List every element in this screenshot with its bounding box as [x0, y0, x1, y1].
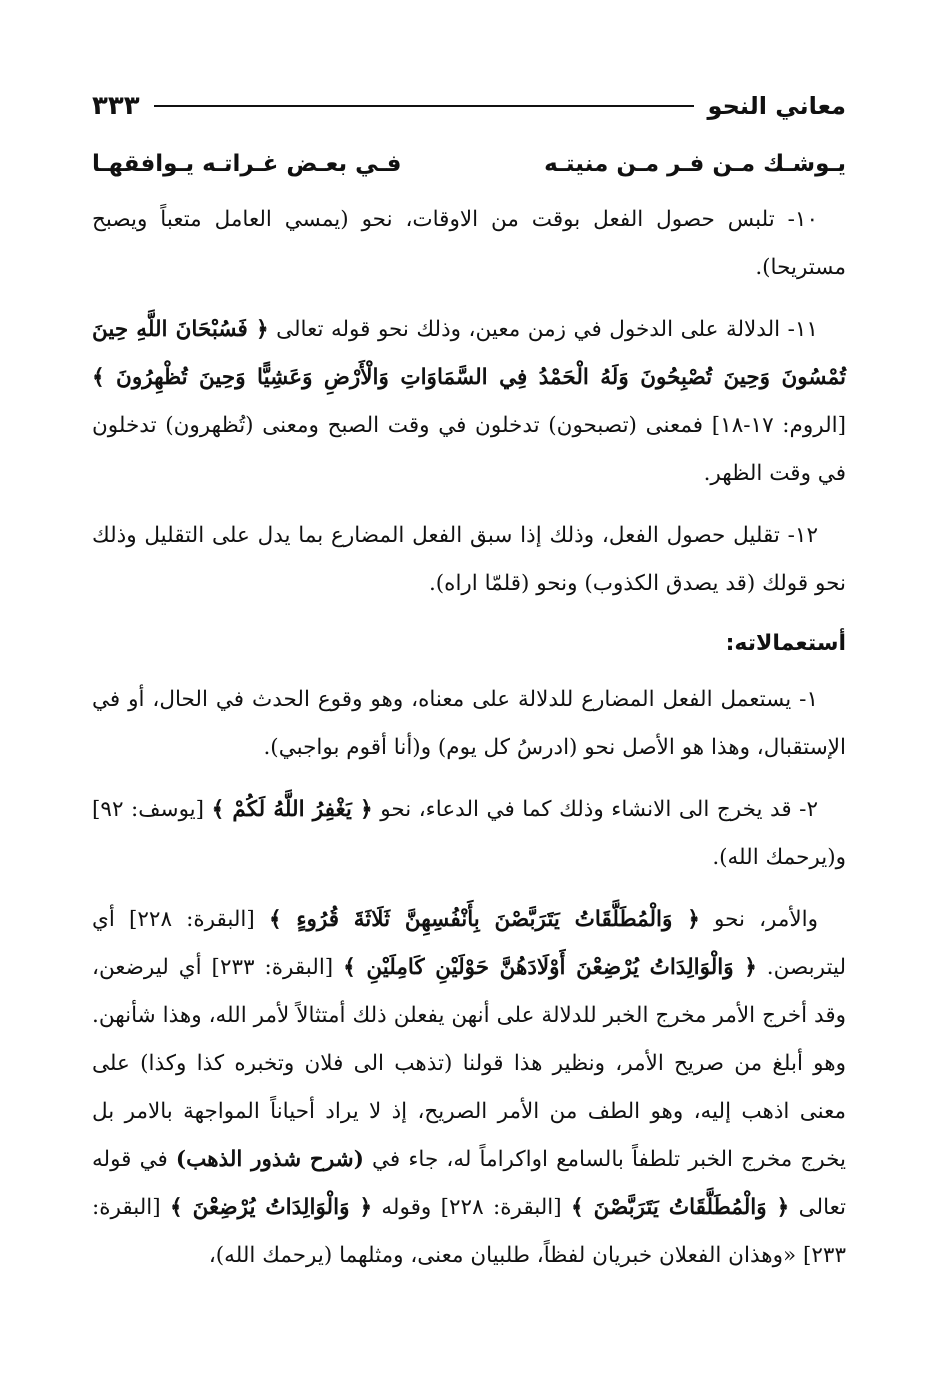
verse-second-hemistich: فـي بعـض غـراتـه يـوافقهـا: [92, 151, 402, 177]
paragraph-11-intro: ١١- الدلالة على الدخول في زمن معين، وذلك نحو قوله تعالى: [276, 317, 818, 342]
page-number: ٣٣٣: [92, 91, 140, 121]
paragraph-11-explanation: [الروم: ١٧-١٨] فمعنى (تصبحون) تدخلون في وقت الصبح ومعنى (تُظهرون) تدخلون في وقت الظهر.: [92, 413, 846, 486]
book-title-shudhur: (شرح شذور الذهب): [175, 1147, 364, 1172]
verse-first-hemistich: يـوشـك مـن فـر مـن منيتـه: [544, 151, 846, 177]
quran-verse-yusuf: ﴿ يَغْفِرُ اللَّهُ لَكُمْ ﴾: [211, 797, 373, 822]
page-header: [92, 86, 846, 126]
use-3-explanation: [البقرة: ٢٣٣] أي ليرضعن، وقد أخرج الأمر مخرج الخبر للدلالة على أنهن يفعلن ذلك أمتثالاً لأمر الله، وهذا شأنهن. وهو أبلغ من صريح الأمر، ونظير هذا قولنا (تذهب الى فلان وتخبره كذا وكذا) على معنى اذهب إليه، وهو الطف من الأمر الصريح، إذ لا يراد أحياناً المواجهة بالامر بل يخرج مخرج الخبر تلطفاً بالسامع اواكراماً له، جاء في: [92, 955, 846, 1172]
use-2: [92, 786, 846, 882]
quran-verse-rum: ﴿ فَسُبْحَانَ اللَّهِ حِينَ تُمْسُونَ وَحِينَ تُصْبِحُونَ وَلَهُ الْحَمْدُ فِي السَّمَاوَاتِ وَالْأَرْضِ وَعَشِيًّا وَحِينَ تُظْهِرُونَ ﴾: [92, 317, 846, 390]
header-rule: [154, 105, 694, 107]
running-title: معاني النحو: [707, 92, 846, 120]
use-1: ١- يستعمل الفعل المضارع للدلالة على معناه، وهو وقوع الحدث في الحال، أو في الإستقبال، وهذا هو الأصل نحو (ادرسُ كل يوم) و(أنا أقوم بواجبي).: [92, 687, 846, 760]
quran-verse-baqara-228-short: ﴿ وَالْمُطَلَّقَاتُ يَتَرَبَّصْنَ ﴾: [570, 1195, 790, 1220]
quran-verse-baqara-233-short: ﴿ وَالْوَالِدَاتُ يُرْضِعْنَ ﴾: [170, 1195, 373, 1220]
use-3-conclusion: [البقرة: ٢٣٣] «وهذان الفعلان خبريان لفظاً، طلبيان معنى، ومثلهما (يرحمك الله)،: [92, 1195, 846, 1268]
quran-verse-baqara-233: ﴿ وَالْوَالِدَاتُ يُرْضِعْنَ أَوْلَادَهُنَّ حَوْلَيْنِ كَامِلَيْنِ ﴾: [343, 955, 757, 980]
use-3-continuation: في قوله تعالى: [92, 1147, 846, 1220]
use-3-command: [92, 896, 846, 1280]
quran-verse-baqara-228: ﴿ وَالْمُطَلَّقَاتُ يَتَرَبَّصْنَ بِأَنْفُسِهِنَّ ثَلَاثَةَ قُرُوءٍ ﴾: [268, 907, 700, 932]
poetry-verse: [92, 140, 846, 188]
section-heading-uses: أستعمالاته:: [725, 631, 846, 656]
use-3-intro: والأمر، نحو: [713, 907, 819, 932]
use-3-citation-2: [البقرة: ٢٢٨] وقوله: [381, 1195, 562, 1220]
paragraph-11: [92, 306, 846, 498]
use-3-citation-1: [البقرة: ٢٢٨] أي ليتربصن.: [92, 907, 846, 980]
use-2-citation: [يوسف: ٩٢] و(يرحمك الله).: [92, 797, 846, 870]
page-body: [92, 140, 846, 1294]
paragraph-10: ١٠- تلبس حصول الفعل بوقت من الاوقات، نحو (يمسي العامل متعباً ويصبح مستريحا).: [92, 207, 846, 280]
paragraph-12: ١٢- تقليل حصول الفعل، وذلك إذا سبق الفعل المضارع بما يدل على التقليل وذلك نحو قولك (قد يصدق الكذوب) ونحو (قلمّا اراه).: [92, 523, 846, 596]
use-2-intro: ٢- قد يخرج الى الانشاء وذلك كما في الدعاء، نحو: [380, 797, 818, 822]
